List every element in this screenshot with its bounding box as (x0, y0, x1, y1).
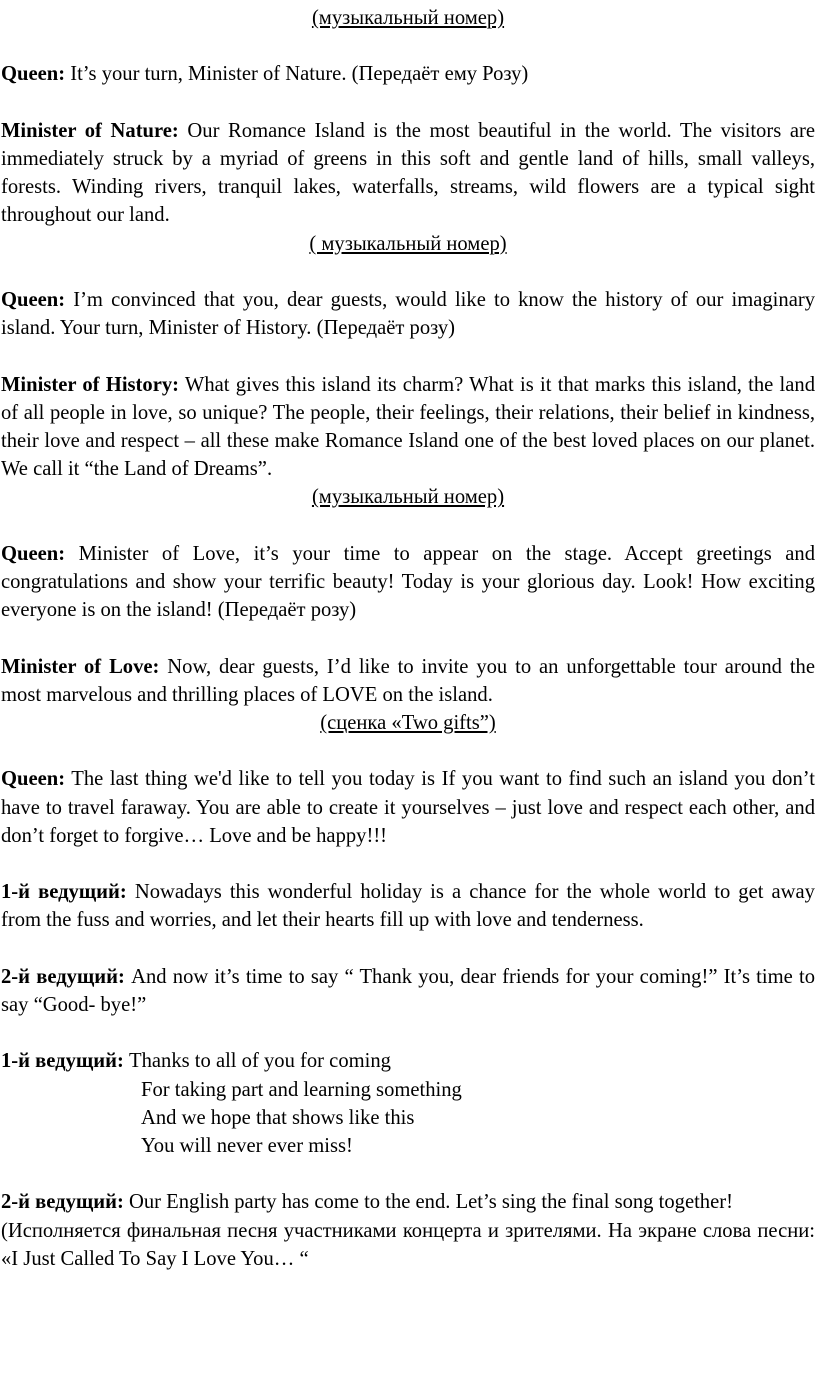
dialogue-text: What gives this island its charm? What is it that marks this island, the land of all people in love, so unique? The people, their feelings, their relations, their belief in kindness, their love and respect – all these make Romance Island one of the best loved places on our planet. We call it “the Land of Dreams”. (1, 373, 815, 481)
dialogue-line (1, 117, 815, 230)
speaker-label: 2-й ведущий: (1, 1191, 124, 1214)
dialogue-text: Our Romance Island is the most beautiful in the world. The visitors are immediately struck by a myriad of greens in this soft and gentle land of hills, small valleys, forests. Winding rivers, tranquil lakes, waterfalls, streams, wild flowers are a typical sight throughout our land. (1, 119, 815, 227)
dialogue-line (1, 60, 815, 88)
speaker-label: Minister of History: (1, 373, 180, 396)
dialogue-line (1, 540, 815, 625)
speaker-label: 2-й ведущий: (1, 965, 125, 988)
speaker-label: Queen: (1, 288, 66, 311)
dialogue-text: Minister of Love, it’s your time to appear on the stage. Accept greetings and congratulations and show your terrific beauty! Today is your glorious day. Look! How exciting everyone is on the island! (Передаёт розу) (1, 542, 815, 622)
dialogue-line (1, 286, 815, 342)
spacer (1, 342, 815, 370)
spacer (1, 32, 815, 60)
speaker-label: Minister of Love: (1, 655, 160, 678)
spacer (1, 1019, 815, 1047)
speaker-label: 1-й ведущий: (1, 1050, 124, 1073)
stage-note: (музыкальный номер) (311, 7, 505, 29)
dialogue-line (1, 1188, 815, 1216)
dialogue-text: Our English party has come to the end. Let’s sing the final song together! (123, 1191, 733, 1214)
dialogue-text: And now it’s time to say “ Thank you, dear friends for your coming!” It’s time to say “Good- bye!” (1, 965, 815, 1016)
dialogue-line (1, 371, 815, 484)
spacer (1, 89, 815, 117)
dialogue-line (1, 878, 815, 934)
spacer (1, 1160, 815, 1188)
stage-note: (сценка «Two gifts”) (320, 711, 496, 734)
dialogue-text: I’m convinced that you, dear guests, would like to know the history of our imaginary island. Your turn, Minister of History. (Передаёт розу) (1, 288, 815, 340)
spacer (1, 850, 815, 878)
verse-line: You will never ever miss! (141, 1134, 353, 1157)
dialogue-line (1, 1047, 815, 1075)
speaker-label: Queen: (1, 542, 66, 565)
dialogue-line (1, 765, 815, 850)
dialogue-text: Nowadays this wonderful holiday is a chance for the whole world to get away from the fuss and worries, and let their hearts fill up with love and tenderness. (1, 881, 815, 932)
speaker-label: Queen: (1, 63, 66, 86)
dialogue-text: Thanks to all of you for coming (123, 1050, 391, 1073)
stage-direction: (Исполняется финальная песня участниками концерта и зрителями. На экране слова песни: «I Just Called To Say I Love You… “ (1, 1219, 815, 1270)
spacer (1, 935, 815, 963)
dialogue-text: It’s your turn, Minister of Nature. (Передаёт ему Розу) (65, 63, 529, 86)
spacer (1, 624, 815, 652)
spacer (1, 512, 815, 540)
dialogue-line (1, 653, 815, 709)
speaker-label: 1-й ведущий: (1, 881, 127, 904)
spacer (1, 258, 815, 286)
verse-line: And we hope that shows like this (141, 1106, 415, 1129)
stage-note: (музыкальный номер) (311, 486, 505, 509)
stage-note: ( музыкальный номер) (309, 232, 507, 255)
speaker-label: Queen: (1, 768, 66, 791)
spacer (1, 737, 815, 765)
verse-line: For taking part and learning something (141, 1078, 462, 1101)
dialogue-text: Now, dear guests, I’d like to invite you to an unforgettable tour around the most marvelous and thrilling places of LOVE on the island. (1, 655, 815, 706)
speaker-label: Minister of Nature: (1, 119, 179, 142)
dialogue-line (1, 963, 815, 1019)
dialogue-text: The last thing we'd like to tell you today is If you want to find such an island you don’t have to travel faraway. You are able to create it yourselves – just love and respect each other, and don’t forget to forgive… Love and be happy!!! (1, 768, 815, 847)
